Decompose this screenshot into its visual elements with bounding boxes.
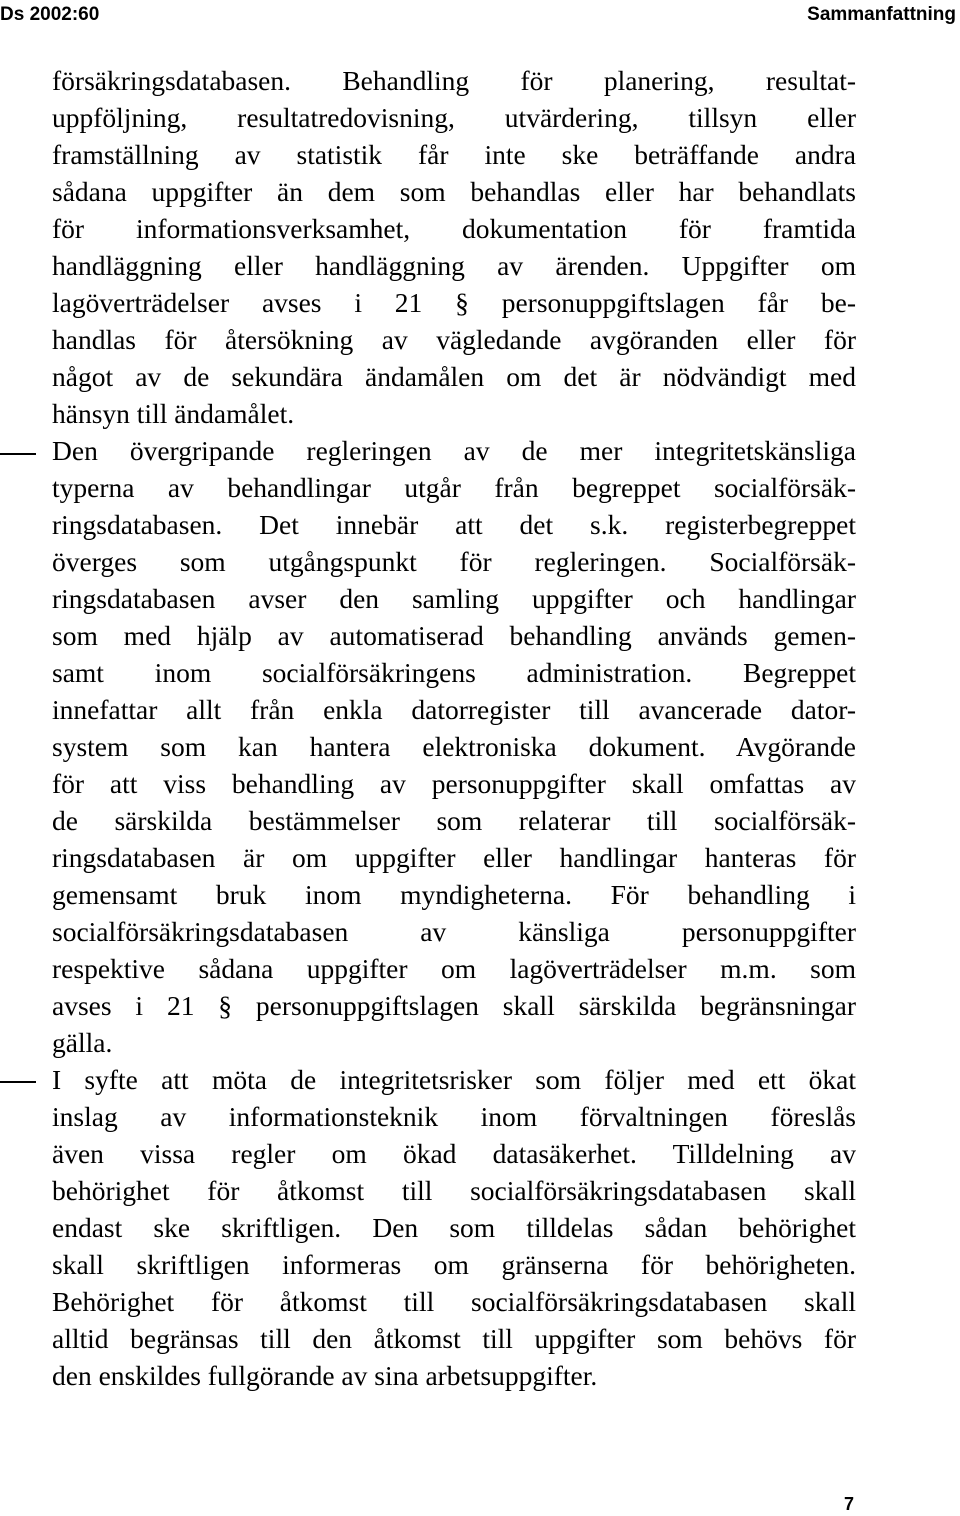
- text-line: gemensamt bruk inom myndigheterna. För behandling i: [52, 879, 856, 910]
- text-line: som med hjälp av automatiserad behandling används gemen-: [52, 620, 856, 651]
- text-line: typerna av behandlingar utgår från begreppet socialförsäk-: [52, 472, 856, 503]
- text-line: överges som utgångspunkt för regleringen. Socialförsäk-: [52, 546, 856, 577]
- text-line: handläggning eller handläggning av ärenden. Uppgifter om: [52, 250, 856, 281]
- text-line: även vissa regler om ökad datasäkerhet. Tilldelning av: [52, 1138, 856, 1169]
- text-line: endast ske skriftligen. Den som tilldelas sådan behörighet: [52, 1212, 856, 1243]
- text-line: uppföljning, resultatredovisning, utvärdering, tillsyn eller: [52, 102, 856, 133]
- text-line: alltid begränsas till den åtkomst till uppgifter som behövs för: [52, 1323, 856, 1354]
- text-line: ringsdatabasen är om uppgifter eller handlingar hanteras för: [52, 842, 856, 873]
- text-line: för informationsverksamhet, dokumentation för framtida: [52, 213, 856, 244]
- text-line: avses i 21 § personuppgiftslagen skall särskilda begränsningar: [52, 990, 856, 1021]
- text-line: socialförsäkringsdatabasen av känsliga personuppgifter: [52, 916, 856, 947]
- running-header-right: Sammanfattning: [807, 4, 956, 25]
- text-line: lagöverträdelser avses i 21 § personuppgiftslagen får be-: [52, 287, 856, 318]
- text-line: Behörighet för åtkomst till socialförsäkringsdatabasen skall: [52, 1286, 856, 1317]
- text-line: inslag av informationsteknik inom förvaltningen föreslås: [52, 1101, 856, 1132]
- text-line: I syfte att möta de integritetsrisker som följer med ett ökat: [52, 1064, 856, 1095]
- text-line: något av de sekundära ändamålen om det är nödvändigt med: [52, 361, 856, 392]
- body-text: [52, 62, 856, 1394]
- text-line: hänsyn till ändamålet.: [52, 398, 295, 429]
- page-number: 7: [843, 1494, 854, 1514]
- text-line: ringsdatabasen avser den samling uppgifter och handlingar: [52, 583, 856, 614]
- text-line: den enskildes fullgörande av sina arbetsuppgifter.: [52, 1360, 598, 1391]
- text-line: sådana uppgifter än dem som behandlas eller har behandlats: [52, 176, 856, 207]
- text-line: samt inom socialförsäkringens administration. Begreppet: [52, 657, 856, 688]
- text-line: för att viss behandling av personuppgifter skall omfattas av: [52, 768, 856, 799]
- text-line: gälla.: [52, 1027, 113, 1058]
- text-line: respektive sådana uppgifter om lagöverträdelser m.m. som: [52, 953, 856, 984]
- text-line: Den övergripande regleringen av de mer integritetskänsliga: [52, 435, 856, 466]
- text-line: försäkringsdatabasen. Behandling för planering, resultat-: [52, 65, 856, 96]
- text-line: ringsdatabasen. Det innebär att det s.k. registerbegreppet: [52, 509, 856, 540]
- text-line: framställning av statistik får inte ske beträffande andra: [52, 139, 856, 170]
- text-line: behörighet för åtkomst till socialförsäkringsdatabasen skall: [52, 1175, 856, 1206]
- running-header-left: Ds 2002:60: [0, 4, 100, 25]
- text-line: innefattar allt från enkla datorregister till avancerade dator-: [52, 694, 856, 725]
- bullet-dash: [0, 453, 36, 455]
- text-line: de särskilda bestämmelser som relaterar till socialförsäk-: [52, 805, 856, 836]
- text-line: handlas för återsökning av vägledande avgöranden eller för: [52, 324, 856, 355]
- text-line: system som kan hantera elektroniska dokument. Avgörande: [52, 731, 856, 762]
- text-line: skall skriftligen informeras om gränserna för behörigheten.: [52, 1249, 856, 1280]
- bullet-dash: [0, 1081, 36, 1083]
